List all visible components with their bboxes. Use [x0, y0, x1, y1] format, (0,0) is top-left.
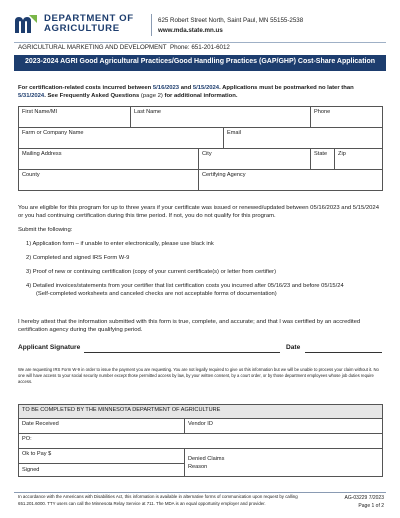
footer-rule	[14, 492, 386, 493]
department-line-2: AGRICULTURE	[44, 23, 120, 34]
last-name-label: Last Name	[134, 109, 162, 115]
division-phone: Phone: 651-201-6012	[169, 44, 230, 51]
county-field[interactable]	[19, 170, 199, 191]
farm-name-label: Farm or Company Name	[22, 130, 84, 136]
submit-item-note: (Self-completed worksheets and canceled checks are not acceptable forms of documentation)	[36, 291, 277, 297]
intro-deadline: 5/31/2024	[18, 93, 45, 99]
mailing-address-label: Mailing Address	[22, 151, 62, 157]
department-line-1: DEPARTMENT OF	[44, 13, 134, 24]
header-divider	[151, 14, 152, 36]
mda-table-heading: TO BE COMPLETED BY THE MINNESOTA DEPARTMENT OF AGRICULTURE	[19, 405, 383, 419]
date-label: Date	[286, 344, 301, 351]
email-field[interactable]	[224, 128, 383, 149]
po-field[interactable]	[19, 434, 383, 449]
city-field[interactable]	[199, 149, 311, 170]
intro-part-5: for additional information.	[162, 93, 238, 99]
zip-label: Zip	[338, 151, 346, 157]
intro-page-ref: (page 2)	[140, 93, 163, 99]
submit-item-2: 2) Completed and signed IRS Form W-9	[26, 255, 130, 261]
zip-field[interactable]	[335, 149, 383, 170]
form-number-block	[338, 494, 384, 510]
phone-field[interactable]	[311, 107, 383, 128]
date-line[interactable]	[305, 352, 382, 353]
attestation-text: I hereby attest that the information submitted with this form is true, complete, and accurate; and that I was certified by an accredited certification agency during the qualifying period.	[18, 319, 361, 333]
mailing-address-field[interactable]	[19, 149, 199, 170]
form-number: AG-03229 7/2023	[344, 495, 384, 501]
reason-label: Reason	[188, 464, 208, 470]
header-rule	[14, 42, 386, 43]
first-name-field[interactable]	[19, 107, 131, 128]
payment-cell	[19, 449, 185, 477]
applicant-info-table	[18, 106, 383, 191]
intro-part-4: . See Frequently Asked Questions	[44, 93, 141, 99]
certifying-agency-label: Certifying Agency	[202, 172, 246, 178]
mda-use-table	[18, 404, 383, 477]
intro-text	[18, 84, 383, 100]
ok-to-pay-field[interactable]	[19, 449, 184, 464]
submit-item-1: 1) Application form – if unable to enter electronically, please use black ink	[26, 241, 214, 247]
submit-heading: Submit the following:	[18, 227, 73, 233]
certifying-agency-field[interactable]	[199, 170, 383, 191]
department-address: 625 Robert Street North, Saint Paul, MN 55155-2538	[158, 17, 304, 24]
vendor-id-field[interactable]	[185, 419, 383, 434]
intro-part-3: . Applications must be postmarked no later than	[219, 85, 354, 91]
signed-field[interactable]	[19, 464, 184, 476]
department-website[interactable]: www.mda.state.mn.us	[158, 27, 223, 34]
farm-name-field[interactable]	[19, 128, 224, 149]
eligibility-text: You are eligible for this program for up to three years if your certificate was issued or renewed/updated between 05/16/2023 and 5/15/2024 or you had continuing certification during this time period. If not, you do not qualify for this program.	[18, 205, 379, 219]
department-name	[44, 14, 134, 34]
submit-item-4: 4) Detailed invoices/statements from your certifier that list certification costs you incurred after 05/16/23 and before 05/15/24	[26, 283, 344, 289]
applicant-signature-label: Applicant Signature	[18, 344, 81, 351]
county-label: County	[22, 172, 40, 178]
vendor-id-label: Vendor ID	[188, 421, 213, 427]
intro-date-end: 5/15/2024	[192, 85, 220, 91]
first-name-label: First Name/MI	[22, 109, 58, 115]
date-received-label: Date Received	[22, 421, 59, 427]
ada-notice: In accordance with the Americans with Disabilities Act, this information is available in alternative forms of communication upon request by calling 651.201.6000. TTY users can call the Minnesota Relay Service at 711. The MDA is an equal opportunity employer and provider.	[18, 494, 298, 506]
division-name: AGRICULTURAL MARKETING AND DEVELOPMENT	[18, 44, 167, 51]
submit-item-3: 3) Proof of new or continuing certification (copy of your current certificate(s) or letter from certifier)	[26, 269, 277, 275]
ok-to-pay-label: Ok to Pay $	[22, 451, 52, 457]
last-name-field[interactable]	[131, 107, 311, 128]
date-received-field[interactable]	[19, 419, 185, 434]
city-label: City	[202, 151, 212, 157]
intro-part-1: For certification-related costs incurred between	[18, 85, 153, 91]
po-label: PO:	[22, 436, 32, 442]
phone-label: Phone	[314, 109, 331, 115]
signed-label: Signed	[22, 467, 40, 473]
email-label: Email	[227, 130, 241, 136]
denied-claims-label: Denied Claims	[188, 456, 225, 462]
denied-claims-field[interactable]	[185, 449, 383, 477]
intro-date-start: 5/16/2023	[152, 85, 180, 91]
mda-logo-icon	[14, 13, 38, 35]
form-title: 2023-2024 AGRI Good Agricultural Practices/Good Handling Practices (GAP/GHP) Cost-Share Application	[24, 58, 376, 65]
intro-part-2: and	[179, 85, 193, 91]
applicant-signature-line[interactable]	[84, 352, 280, 353]
state-field[interactable]	[311, 149, 335, 170]
privacy-notice: We are requesting IRS Form W-9 in order to issue the payment you are requesting. You are not legally required to give us this information but we will be unable to process your claim without it. No one will have access to your social security number except those permitted access by law, by your written consent, by a court order, or by those department employees whose job duties require access.	[18, 367, 379, 384]
division-line	[18, 44, 230, 51]
state-label: State	[314, 151, 328, 157]
page-number: Page 1 of 2	[358, 503, 384, 509]
